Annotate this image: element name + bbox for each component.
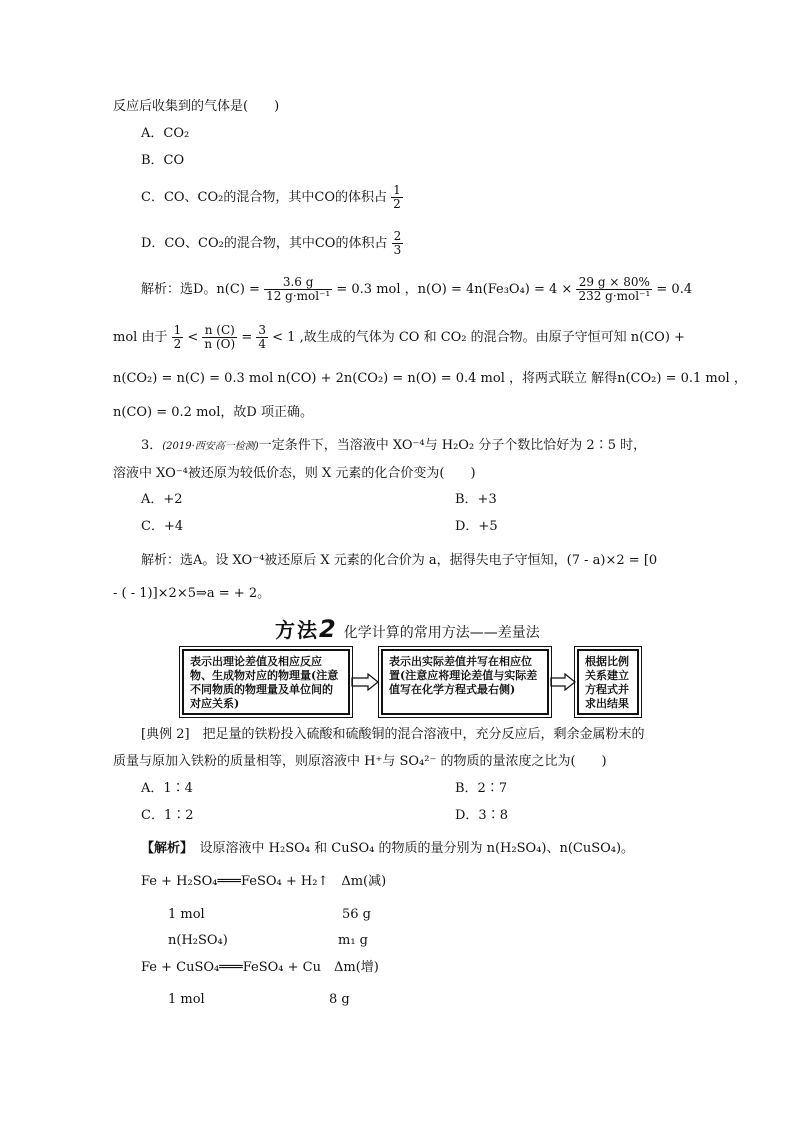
- solution-1-line-3: n(CO₂) = n(C) = 0.3 mol n(CO) + 2n(CO₂) = n(O) = 0.4 mol ，将两式联立 解得n(CO₂) = 0.1 mol ，: [113, 371, 747, 386]
- fraction-one-half: [391, 184, 403, 211]
- fraction-three-quarters: [256, 324, 268, 351]
- flow-step-3: 根据比例关系建立方程式并求出结果: [577, 649, 639, 715]
- sol-text: = 0.4: [656, 282, 693, 297]
- frac-den: 12 g·mol⁻¹: [266, 289, 331, 303]
- arrow-right-icon: [351, 673, 379, 691]
- ex2-option-a: A．1∶4: [141, 781, 193, 796]
- frac-num: 3: [258, 323, 266, 337]
- fraction-oxygen: [576, 276, 652, 303]
- equation-1: Fe + H₂SO₄═══FeSO₄ + H₂↑ Δm(减): [141, 874, 387, 889]
- analysis-text: 设原溶液中 H₂SO₄ 和 CuSO₄ 的物质的量分别为 n(H₂SO₄)、n(CuSO₄)。: [199, 841, 635, 856]
- flow-step-2: 表示出实际差值并写在相应位置(注意应将理论差值与实际差值写在化学方程式最右侧): [381, 649, 549, 715]
- frac-den: n (O): [204, 337, 236, 351]
- solution-1-line-1: [141, 276, 692, 303]
- flow-step-1: 表示出理论差值及相应反应物、生成物对应的物理量(注意不同物质的物理量及单位间的对应关系): [182, 649, 350, 715]
- question-text: 一定条件下，当溶液中 XO⁻⁴与 H₂O₂ 分子个数比恰好为 2∶5 时，: [258, 438, 647, 453]
- fraction-carbon: [264, 276, 332, 303]
- sol-symbol: =: [241, 330, 253, 345]
- example-2-line-1: [典例 2] 把足量的铁粉投入硫酸和硫酸铜的混合溶液中，充分反应后，剩余金属粉末的: [141, 727, 645, 742]
- question-source: (2019·西安高一检测): [162, 441, 259, 452]
- question-stem: 反应后收集到的气体是( ): [113, 99, 280, 114]
- ex2-option-c: C．1∶2: [141, 808, 194, 823]
- eq1-row2-mol: n(H₂SO₄): [168, 933, 228, 948]
- frac-num: 1: [393, 183, 401, 197]
- fraction-ratio: [202, 324, 237, 351]
- frac-den: 232 g·mol⁻¹: [578, 289, 651, 303]
- sol-text: mol 由于: [113, 330, 168, 345]
- option-a: A．CO₂: [141, 126, 190, 141]
- ex2-option-b: B．2∶7: [455, 781, 508, 796]
- fraction-half: [172, 324, 184, 351]
- method-title: 化学计算的常用方法——差量法: [343, 625, 540, 641]
- equation-2: Fe + CuSO₄═══FeSO₄ + Cu Δm(增): [141, 960, 379, 975]
- example-2-line-2: 质量与原加入铁粉的质量相等，则原溶液中 H⁺与 SO₄²⁻ 的物质的量浓度之比为( ): [113, 754, 607, 769]
- frac-num: 2: [393, 229, 402, 243]
- ex2-option-d: D．3∶8: [455, 808, 508, 823]
- eq1-row2-mass: m₁ g: [338, 933, 368, 948]
- frac-den: 3: [393, 243, 402, 257]
- option-c: [141, 184, 403, 211]
- solution-1-line-4: n(CO) = 0.2 mol，故D 项正确。: [113, 405, 313, 420]
- sol-text: = 0.3 mol ，n(O) = 4n(Fe₃O₄) = 4 ×: [336, 282, 573, 297]
- option-d: [141, 230, 403, 257]
- frac-den: 2: [173, 337, 182, 351]
- frac-den: 4: [258, 337, 266, 351]
- sol-text: < 1 ,故生成的气体为 CO 和 CO₂ 的混合物。由原子守恒可知 n(CO) +: [272, 330, 685, 345]
- sol-text: 解析：选D。n(C) =: [141, 282, 260, 297]
- frac-num: 29 g × 80%: [576, 276, 652, 290]
- analysis-line: [141, 840, 634, 858]
- solution-1-line-2: [113, 324, 685, 351]
- question-3-line-1: [141, 437, 646, 456]
- fraction-two-thirds: [392, 230, 404, 257]
- q3-option-c: C．+4: [141, 519, 184, 534]
- q3-option-a: A．+2: [141, 492, 183, 507]
- solution-2-line-1: 解析：选A。设 XO⁻⁴被还原后 X 元素的化合价为 a，据得失电子守恒知，(7 - a)×2 = [0: [141, 553, 658, 568]
- q3-option-b: B．+3: [455, 492, 497, 507]
- frac-num: 3.6 g: [264, 276, 332, 290]
- eq2-row1-mol: 1 mol: [168, 992, 205, 1007]
- arrow-right-icon: [550, 673, 576, 691]
- eq1-row1-mass: 56 g: [342, 907, 371, 922]
- frac-num: n (C): [202, 324, 237, 338]
- q3-option-d: D．+5: [455, 519, 498, 534]
- sol-symbol: <: [187, 330, 199, 345]
- question-number: 3．: [141, 438, 163, 453]
- option-c-text: C．CO、CO₂的混合物，其中CO的体积占: [141, 190, 387, 205]
- question-3-line-2: 溶液中 XO⁻⁴被还原为较低价态，则 X 元素的化合价变为( ): [113, 466, 476, 481]
- option-b: B．CO: [141, 153, 185, 168]
- eq1-row1-mol: 1 mol: [168, 907, 205, 922]
- option-d-text: D．CO、CO₂的混合物，其中CO的体积占: [141, 236, 388, 251]
- solution-2-line-2: - ( - 1)]×2×5⇒a = + 2。: [113, 586, 271, 601]
- frac-den: 2: [393, 197, 401, 211]
- method-number: 2: [319, 615, 336, 643]
- frac-num: 1: [173, 323, 182, 337]
- method-heading: [275, 614, 540, 643]
- method-label: 方法: [275, 618, 319, 642]
- analysis-tag: 【解析】: [141, 841, 187, 856]
- eq2-row1-mass: 8 g: [329, 992, 350, 1007]
